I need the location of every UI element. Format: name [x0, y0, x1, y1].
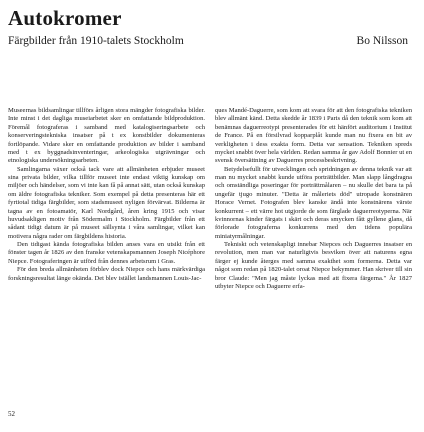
body-paragraph: Tekniskt och vetenskapligt innebar Niepces och Daguerres insatser en revolution, men man var naturligtvis besviken över att naturens egna färger ej kunde återges med samma exakthet som formerna. Detta var något som redan på 1820-talet oroat Niepce bekymmer. Han skriver till sin bror Claude: "Men jag måste lyckas med att fixera färgerna." År 1827 utbyter Niepce och Daguerre erfa- [215, 241, 412, 290]
body-paragraph: Museernas bildsamlingar tillförs årligen stora mängder fotografiska bilder. Inte minst i det dagliga museiarbetet sker en omfattande bildproduktion. Föremål fotograferas i samband med katalogiseringsarbete och konserveringstekniska insatser på t ex konstbilder dokumenteras fortlöpande. Vidare sker en omfattande produktion av bilder i samband med t ex byggnadsinventeringar, arkeologiska utgrävningar och etnologiska undersökningsarbeten. [8, 107, 205, 165]
body-paragraph: Betydelsefullt för utvecklingen och spridningen av denna teknik var att man nu mycket snabbt kunde utföra porträttbilder. Man slapp långdragna och omständliga poseringar för porträttmålaren – nu skulle det bara ta på ungefär tjugo minuter. "Detta är måleriets död" utropade konstnären Horace Vernet. Fotografen blev kanske ändå inte konstnärens värste konkurrent – ett värre hot utgjorde de som färglade daguerreotyperna. När kvinnornas kinder färgats i skärt och deras smycken fått gyllene glans, då förlorade fotograferna konkurrens med den tidens populära miniatyrmålningar. [215, 165, 412, 240]
page-number: 52 [8, 410, 15, 418]
body-paragraph: ques Mandé-Daguerre, som kom att svara för att den fotografiska tekniken blev allmänt känd. Detta skedde år 1839 i Paris då den teknik som kom att benämnas daguerreotypi presenterades för ett hänfört auditorium i Institut de France. På en försilvrad kopparplåt kunde man nu fixera en bit av verkligheten i dess exakta form. Detta var sensation. Tekniken spreds mycket snabbt över hela världen. Redan samma år gav Adolf Bonnier ut en svensk översättning av Daguerres processbeskrivning. [215, 107, 412, 165]
body-paragraph: Den tidigast kända fotografiska bilden anses vara en utsikt från ett fönster tagen år 1826 av den franske vetenskapsmannen Joseph Nicéphore Niepce. Fotograferingen är utförd från dennes arbetsrum i Gras. [8, 241, 205, 265]
article-title: Autokromer [8, 6, 122, 30]
right-text-column [215, 107, 412, 291]
article-subtitle: Färgbilder från 1910-talets Stockholm [8, 35, 184, 47]
left-text-column [8, 107, 205, 283]
article-author: Bo Nilsson [356, 35, 408, 47]
body-paragraph: Samlingarna växer också tack vare att allmänheten erbjuder museet sina privata bilder, vilka tillför museet inte endast viktig kunskap om miljöer och händelser, som vi inte kan få på annat sätt, utan också kunskap om äldre fotografiska tekniker. Som exempel på detta presenteras här ett fyrtiotal tidiga färgbilder, som stadsmuseet nyligen förvärvat. Bilderna är tagna av en fotoamatör, Karl Nordgård, åren kring 1915 och visar huvudsakligen motiv från Södermalm i Stockholm. Färgbilder från ett sådant tidigt datum är på museet sällsynta i våra samlingar, vilket kan motivera några rader om färgbildens historia. [8, 165, 205, 240]
body-paragraph: För den breda allmänheten förblev dock Niepce och hans märkvärdiga forskningsresultat länge okända. Det blev istället landsmannen Louis-Jac- [8, 266, 205, 282]
